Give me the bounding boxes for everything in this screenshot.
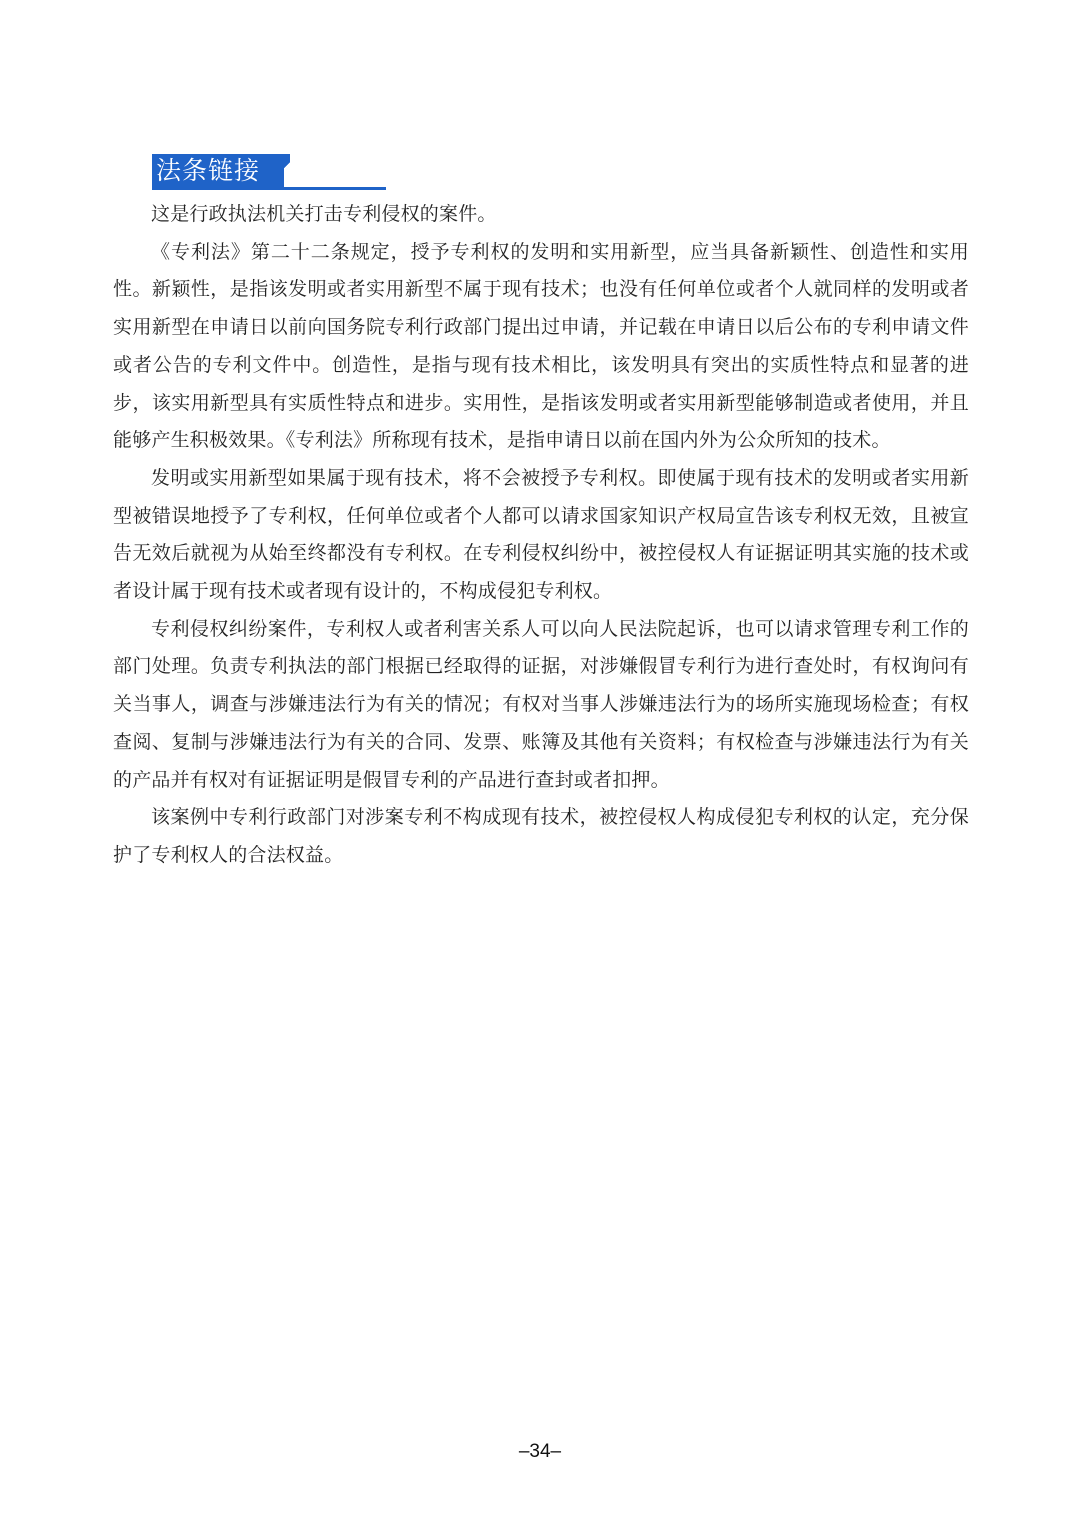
- paragraph-intro: 这是行政执法机关打击专利侵权的案件。: [151, 203, 497, 225]
- section-header-tag-tail: [272, 154, 290, 188]
- section-header-rule: [152, 187, 386, 190]
- page-number: –34–: [518, 1441, 562, 1462]
- section-title: 法条链接: [156, 156, 261, 185]
- paragraph-prior-art: 发明或实用新型如果属于现有技术，将不会被授予专利权。即使属于现有技术的发明或者实用新型被错误地授予了专利权，任何单位或者个人都可以请求国家知识产权局宣告该专利权无效，且被宣告无效后就视为从始至终都没有专利权。在专利侵权纠纷中，被控侵权人有证据证明其实施的技术或者设计属于现有技术或者现有设计的，不构成侵犯专利权。: [113, 466, 969, 603]
- section-header: [152, 154, 386, 190]
- paragraph-dispute-handling: 专利侵权纠纷案件，专利权人或者利害关系人可以向人民法院起诉，也可以请求管理专利工作的部门处理。负责专利执法的部门根据已经取得的证据，对涉嫌假冒专利行为进行查处时，有权询问有关当事人，调查与涉嫌违法行为有关的情况；有权对当事人涉嫌违法行为的场所实施现场检查；有权查阅、复制与涉嫌违法行为有关的合同、发票、账簿及其他有关资料；有权检查与涉嫌违法行为有关的产品并有权对有证据证明是假冒专利的产品进行查封或者扣押。: [113, 617, 969, 791]
- paragraph-conclusion: 该案例中专利行政部门对涉案专利不构成现有技术，被控侵权人构成侵犯专利权的认定，充分保护了专利权人的合法权益。: [113, 806, 969, 866]
- body-text: [113, 196, 969, 875]
- paragraph-patent-law-article-22: 《专利法》第二十二条规定，授予专利权的发明和实用新型，应当具备新颖性、创造性和实用性。新颖性，是指该发明或者实用新型不属于现有技术；也没有任何单位或者个人就同样的发明或者实用新型在申请日以前向国务院专利行政部门提出过申请，并记载在申请日以后公布的专利申请文件或者公告的专利文件中。创造性，是指与现有技术相比，该发明具有突出的实质性特点和显著的进步，该实用新型具有实质性特点和进步。实用性，是指该发明或者实用新型能够制造或者使用，并且能够产生积极效果。《专利法》所称现有技术，是指申请日以前在国内外为公众所知的技术。: [113, 240, 969, 452]
